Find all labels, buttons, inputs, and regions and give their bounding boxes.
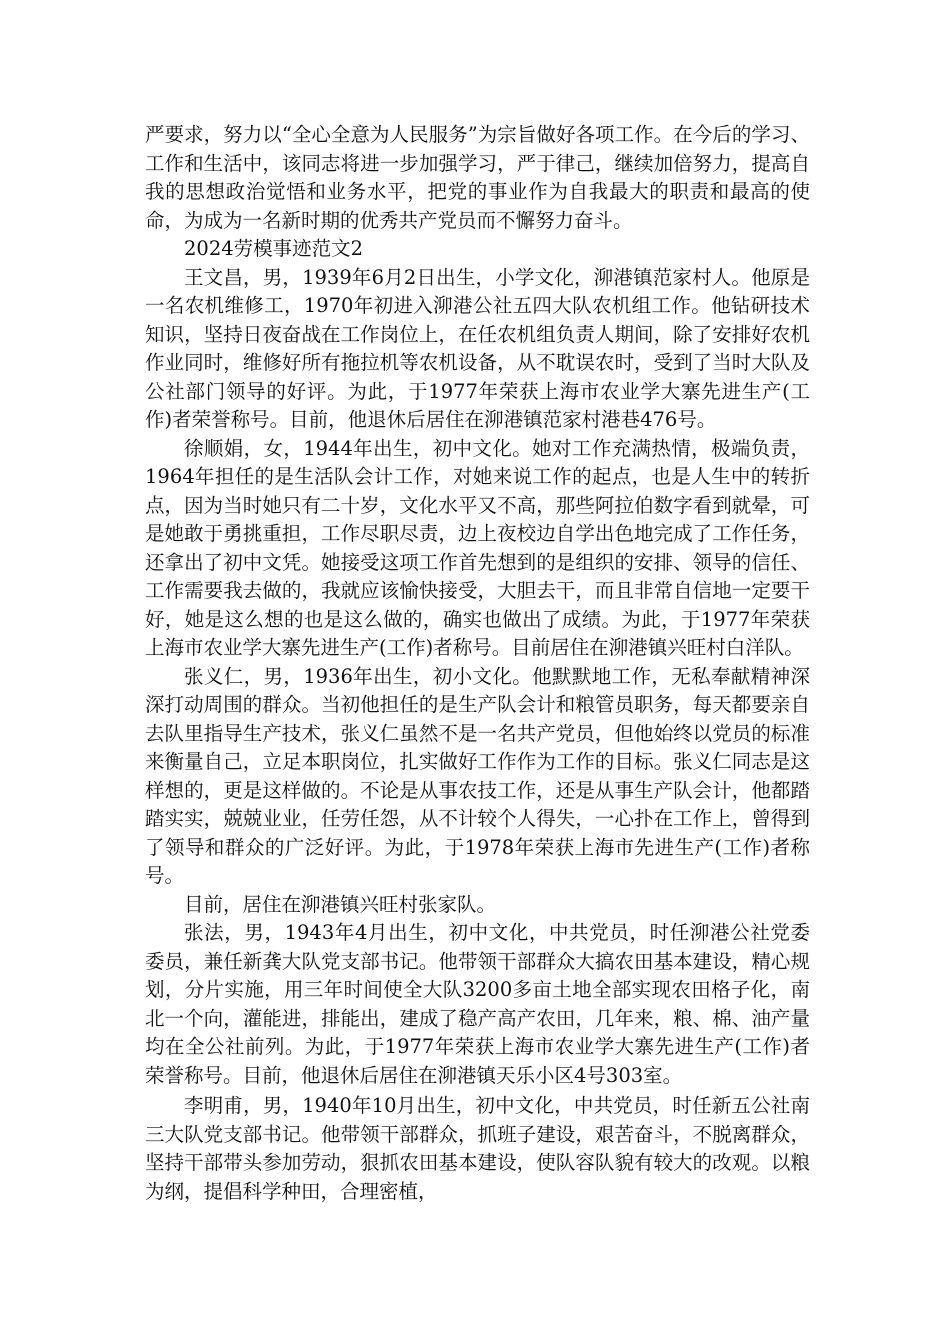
paragraph-continuation: 严要求，努力以“全心全意为人民服务”为宗旨做好各项工作。在今后的学习、工作和生活中，该同志将进一步加强学习，严于律己，继续加倍努力，提高自我的思想政治觉悟和业务水平，把党的事业作为自我最大的职责和最高的使命，为成为一名新时期的优秀共产党员而不懈努力奋斗。 [145, 123, 810, 232]
paragraph-zhang-yiren: 张义仁，男，1936年出生，初小文化。他默默地工作，无私奉献精神深深打动周围的群众。当初他担任的是生产队会计和粮管员职务，每天都要亲自去队里指导生产技术，张义仁虽然不是一名共产党员，但他始终以党员的标准来衡量自己，立足本职岗位，扎实做好工作作为工作的目标。张义仁同志是这样想的，更是这样做的。不论是从事农技工作，还是从事生产队会计，他都踏踏实实，兢兢业业，任劳任怨，从不计较个人得失，一心扑在工作上，曾得到了领导和群众的广泛好评。为此，于1978年荣获上海市先进生产(工作)者称号。 [145, 664, 810, 887]
paragraph-zhang-fa: 张法，男，1943年4月出生，初中文化，中共党员，时任泖港公社党委委员，兼任新龚大队党支部书记。他带领干部群众大搞农田基本建设，精心规划，分片实施，用三年时间使全大队3200多亩土地全部实现农田格子化，南北一个向，灌能进，排能出，建成了稳产高产农田，几年来，粮、棉、油产量均在全公社前列。为此，于1977年荣获上海市农业学大寨先进生产(工作)者荣誉称号。目前，他退休后居住在泖港镇天乐小区4号303室。 [145, 921, 810, 1087]
document-page [145, 121, 810, 1206]
paragraph-xu-shunjuan: 徐顺娟，女，1944年出生，初中文化。她对工作充满热情，极端负责，1964年担任的是生活队会计工作，对她来说工作的起点，也是人生中的转折点，因为当时她只有二十岁，文化水平又不高，那些阿拉伯数字看到就晕，可是她敢于勇挑重担，工作尽职尽责，边上夜校边自学出色地完成了工作任务，还拿出了初中文凭。她接受这项工作首先想到的是组织的安排、领导的信任、工作需要我去做的，我就应该愉快接受，大胆去干，而且非常自信地一定要干好，她是这么想的也是这么做的，确实也做出了成绩。为此，于1977年荣获上海市农业学大寨先进生产(工作)者称号。目前居住在泖港镇兴旺村白洋队。 [145, 436, 810, 659]
paragraph-wang-wenchang: 王文昌，男，1939年6月2日出生，小学文化，泖港镇范家村人。他原是一名农机维修工，1970年初进入泖港公社五四大队农机组工作。他钻研技术知识，坚持日夜奋战在工作岗位上，在任农机组负责人期间，除了安排好农机作业同时，维修好所有拖拉机等农机设备，从不耽误农时，受到了当时大队及公社部门领导的好评。为此，于1977年荣获上海市农业学大寨先进生产(工作)者荣誉称号。目前，他退休后居住在泖港镇范家村港巷476号。 [145, 265, 810, 431]
paragraph-li-mingfu: 李明甫，男，1940年10月出生，初中文化，中共党员，时任新五公社南三大队党支部书记。他带领干部群众，抓班子建设，艰苦奋斗，不脱离群众，坚持干部带头参加劳动，狠抓农田基本建设，使队容队貌有较大的改观。以粮为纲，提倡科学种田，合理密植， [145, 1094, 810, 1203]
section-heading: 2024劳模事迹范文2 [184, 237, 364, 260]
paragraph-zhang-yiren-residence: 目前，居住在泖港镇兴旺村张家队。 [184, 892, 497, 916]
